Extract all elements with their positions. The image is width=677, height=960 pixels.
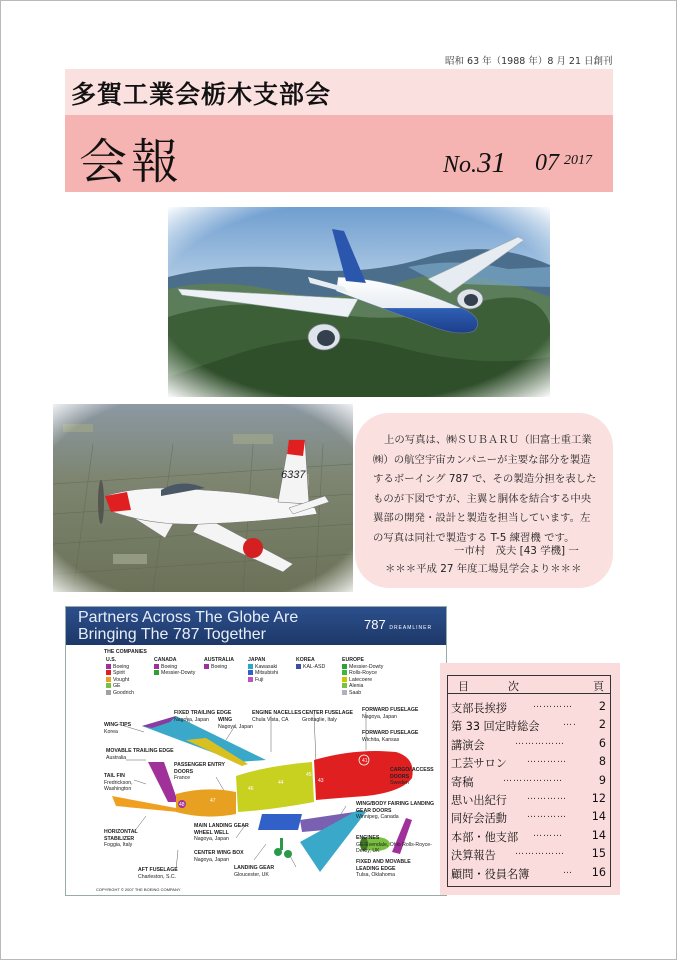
- company-item: [342, 683, 383, 690]
- boeing-787-photo: [168, 207, 550, 397]
- color-swatch: [296, 664, 301, 669]
- company-name: GE: [113, 683, 121, 690]
- company-item: [342, 670, 383, 677]
- toc-item[interactable]: [451, 845, 608, 863]
- issue-value: 31: [477, 147, 507, 179]
- companies-heading: THE COMPANIES: [104, 649, 147, 655]
- section-44: 44: [278, 780, 284, 786]
- company-name: Kawasaki: [255, 663, 278, 670]
- toc-page: 6: [598, 736, 606, 750]
- section-46: 46: [248, 786, 254, 792]
- bulletin-title: 会報: [79, 134, 184, 190]
- org-band: [65, 69, 613, 115]
- part-label: WING TIPS Korea: [104, 722, 132, 735]
- part-label: FIXED AND MOVABLE LEADING EDGE Tulsa, Oklahoma: [356, 859, 411, 879]
- toc-title: 寄稿: [451, 775, 474, 789]
- color-swatch: [154, 670, 159, 675]
- founded-date: 昭和 63 年（1988 年）8 月 21 日創刊: [445, 56, 613, 67]
- company-name: Fuji: [255, 676, 264, 683]
- photo-caption: [355, 413, 613, 588]
- section-47: 47: [210, 798, 216, 804]
- color-swatch: [342, 664, 347, 669]
- dreamliner-logo: [364, 617, 432, 632]
- toc-page: 15: [591, 847, 606, 861]
- issue-month: 07: [535, 150, 559, 176]
- toc-dots: ………………: [503, 773, 563, 784]
- toc-page: 2: [598, 718, 606, 732]
- section-45: 45: [306, 772, 312, 778]
- company-item: [248, 664, 278, 671]
- caption-text: 上の写真は、㈱ＳＵＢＡＲＵ（旧富士重工業㈱）の航空宇宙カンパニーが主要な部分を製造するボーイング 787 で、その製造分担を表したものが下図ですが、主翼と胴体を結合する中央翼部の開発・設計と製造を担当しています。左の写真は同社で製造する T-5 練習機 です。: [373, 434, 597, 544]
- part-label: WING Nagoya, Japan: [218, 717, 253, 730]
- issue-label: No.: [443, 152, 478, 178]
- company-name: Rolls-Royce: [349, 670, 377, 677]
- company-item: [248, 677, 278, 684]
- toc-title: 同好会活動: [451, 812, 507, 826]
- toc-page-heading: 頁: [593, 680, 604, 693]
- country-name: CANADA: [154, 657, 177, 663]
- toc-title: 第 33 回定時総会: [451, 720, 540, 734]
- country-europe: [342, 657, 383, 697]
- logo-dreamliner: DREAMLINER: [389, 625, 433, 631]
- partners-title-line2: Bringing The 787 Together: [78, 626, 266, 643]
- part-label: MOVABLE TRAILING EDGE Australia: [106, 748, 174, 761]
- company-name: Saab: [349, 689, 362, 696]
- company-item: [154, 670, 195, 677]
- part-label: FORWARD FUSELAGE Wichita, Kansas: [362, 730, 419, 743]
- country-korea: [296, 657, 325, 670]
- company-name: Boeing: [161, 663, 178, 670]
- toc-heading: 目 次: [458, 680, 533, 693]
- logo-787: 787: [364, 617, 386, 632]
- toc-dots: ………: [533, 828, 563, 839]
- table-of-contents: [440, 663, 620, 895]
- company-item: [106, 683, 134, 690]
- toc-dots: …………: [527, 810, 567, 821]
- company-item: [248, 670, 278, 677]
- part-label: CENTER WING BOX Nagoya, Japan: [194, 850, 244, 863]
- part-label: TAIL FIN Fredrickson, Washington: [104, 773, 133, 793]
- company-item: [106, 664, 134, 671]
- part-label: LANDING GEAR Gloucester, UK: [234, 865, 275, 878]
- toc-title: 決算報告: [451, 849, 496, 863]
- part-label: ENGINE NACELLES Chula Vista, CA: [252, 710, 302, 723]
- org-name: 多賀工業会栃木支部会: [71, 80, 332, 109]
- company-name: Alenia: [349, 683, 364, 690]
- toc-item[interactable]: [451, 735, 608, 753]
- toc-title: 支部長挨拶: [451, 702, 507, 715]
- company-item: [106, 677, 134, 684]
- color-swatch: [204, 664, 209, 669]
- toc-page: 12: [591, 792, 606, 805]
- part-label: PASSENGER ENTRY DOORS France: [174, 762, 225, 782]
- part-label: AFT FUSELAGE Charleston, S.C.: [138, 867, 178, 880]
- toc-dots: …………: [527, 792, 567, 802]
- toc-dots: ……………: [515, 736, 565, 747]
- part-label: CARGO/ ACCESS DOORS Sweden: [390, 767, 434, 787]
- company-name: KAL-ASD: [303, 663, 326, 670]
- country-name: JAPAN: [248, 657, 266, 663]
- issue-year: 2017: [564, 153, 592, 168]
- copyright: COPYRIGHT © 2007 THE BOEING COMPANY: [96, 887, 181, 892]
- toc-dots: …: [563, 865, 573, 876]
- country-japan: [248, 657, 278, 683]
- country-name: KOREA: [296, 657, 315, 663]
- section-48: 48: [179, 802, 185, 808]
- toc-item[interactable]: [451, 808, 608, 826]
- company-name: Latecoere: [349, 676, 373, 683]
- toc-header: [448, 676, 610, 694]
- toc-title: 思い出紀行: [451, 794, 507, 807]
- color-swatch: [342, 690, 347, 695]
- company-item: [106, 670, 134, 677]
- partners-header: [66, 607, 447, 645]
- country-name: EUROPE: [342, 657, 364, 663]
- toc-box: [447, 675, 611, 887]
- 787-partners-graphic: [65, 606, 447, 896]
- company-name: Messier-Dowty: [349, 663, 384, 670]
- section-43: 43: [318, 778, 324, 784]
- country-name: AUSTRALIA: [204, 657, 234, 663]
- color-swatch: [342, 677, 347, 682]
- part-label: HORIZONTAL STABILIZER Foggia, Italy: [104, 829, 138, 849]
- toc-item[interactable]: [451, 827, 608, 845]
- toc-title: 講演会: [451, 738, 485, 752]
- toc-item[interactable]: [451, 772, 608, 790]
- color-swatch: [342, 670, 347, 675]
- company-item: [342, 677, 383, 684]
- company-name: Messier-Dowty: [161, 670, 196, 677]
- toc-item[interactable]: [451, 864, 608, 882]
- color-swatch: [106, 670, 111, 675]
- issue-band: [65, 115, 613, 192]
- toc-dots: …………: [533, 700, 573, 710]
- issue-number: [443, 147, 506, 180]
- toc-dots: ……………: [515, 847, 565, 858]
- company-name: Spirit: [113, 670, 125, 677]
- toc-page: 9: [598, 773, 606, 787]
- color-swatch: [248, 677, 253, 682]
- toc-dots: ….: [563, 718, 577, 729]
- color-swatch: [342, 683, 347, 688]
- part-label: WING/BODY FAIRING LANDING GEAR DOORS Winnipeg, Canada: [356, 801, 435, 821]
- toc-item[interactable]: [451, 753, 608, 771]
- color-swatch: [106, 683, 111, 688]
- company-item: [106, 690, 134, 697]
- company-item: [204, 664, 234, 671]
- toc-page: 16: [591, 865, 606, 879]
- section-41: 41: [362, 758, 368, 764]
- toc-title: 本部・他支部: [451, 830, 519, 844]
- partners-title-line1: Partners Across The Globe Are: [78, 609, 299, 626]
- toc-title: 顧問・役員名簿: [451, 867, 530, 881]
- company-name: Mitsubishi: [255, 670, 279, 677]
- country-australia: [204, 657, 234, 670]
- country-us: [106, 657, 134, 697]
- company-item: [296, 664, 325, 671]
- toc-page: 8: [598, 755, 606, 769]
- part-label: FORWARD FUSELAGE Nagoya, Japan: [362, 707, 419, 720]
- toc-item[interactable]: [451, 698, 608, 716]
- company-name: Vought: [113, 676, 130, 683]
- toc-dots: …………: [527, 755, 567, 766]
- toc-item[interactable]: [451, 716, 608, 734]
- country-canada: [154, 657, 195, 677]
- caption-source: ＊＊＊平成 27 年度工場見学会より＊＊＊: [385, 563, 582, 575]
- color-swatch: [154, 664, 159, 669]
- toc-page: 14: [591, 828, 606, 842]
- company-name: Boeing: [113, 663, 130, 670]
- part-label: FIXED TRAILING EDGE Nagoya, Japan: [174, 710, 232, 723]
- color-swatch: [248, 664, 253, 669]
- company-item: [342, 664, 383, 671]
- company-name: Goodrich: [113, 689, 135, 696]
- color-swatch: [106, 677, 111, 682]
- toc-page: 2: [598, 700, 606, 713]
- color-swatch: [106, 690, 111, 695]
- part-label: CENTER FUSELAGE Grottaglie, Italy: [302, 710, 354, 723]
- toc-page: 14: [591, 810, 606, 824]
- toc-title: 工芸サロン: [451, 757, 507, 771]
- t5-trainer-photo: [53, 404, 353, 592]
- color-swatch: [248, 670, 253, 675]
- company-name: Boeing: [211, 663, 228, 670]
- company-item: [342, 690, 383, 697]
- country-name: U.S.: [106, 657, 117, 663]
- part-label: MAIN LANDING GEAR WHEEL WELL Nagoya, Japan: [194, 823, 249, 843]
- caption-author: 一市村 茂夫 [43 学機] 一: [454, 545, 579, 557]
- toc-item[interactable]: [451, 790, 608, 808]
- color-swatch: [106, 664, 111, 669]
- part-label: ENGINES GE-Evendale, Ohio Rolls-Royce-Derby, UK: [356, 835, 432, 855]
- company-item: [154, 664, 195, 671]
